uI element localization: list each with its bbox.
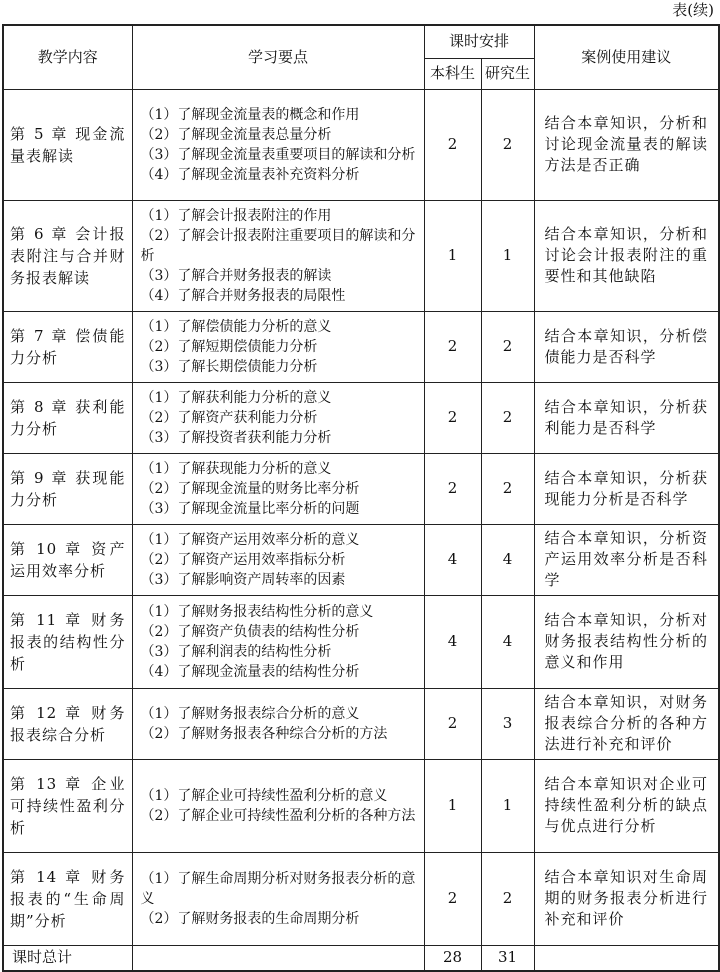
learning-point: （3）了解影响资产周转率的因素 bbox=[140, 571, 346, 588]
graduate-hours: 2 bbox=[481, 311, 534, 382]
learning-point: （1）了解生命周期分析对财务报表分析的意义 bbox=[140, 870, 416, 907]
learning-points bbox=[132, 453, 424, 524]
case-suggestion: 结合本章知识，分析偿债能力是否科学 bbox=[534, 311, 719, 382]
chapter-title: 第 11 章 财务报表的结构性分析 bbox=[3, 595, 132, 688]
chapter-title: 第 6 章 会计报表附注与合并财务报表解读 bbox=[3, 200, 132, 311]
chapter-title: 第 13 章 企业可持续性盈利分析 bbox=[3, 759, 132, 852]
table-row bbox=[3, 688, 719, 759]
total-undergrad: 28 bbox=[424, 945, 481, 971]
case-suggestion: 结合本章知识，分析和讨论会计报表附注的重要性和其他缺陷 bbox=[534, 200, 719, 311]
learning-point: （1）了解财务报表结构性分析的意义 bbox=[140, 603, 374, 620]
learning-point: （1）了解企业可持续性盈利分析的意义 bbox=[140, 787, 388, 804]
case-suggestion: 结合本章知识，对财务报表综合分析的各种方法进行补充和评价 bbox=[534, 688, 719, 759]
chapter-title: 第 7 章 偿债能力分析 bbox=[3, 311, 132, 382]
learning-point: （2）了解资产负债表的结构性分析 bbox=[140, 623, 360, 640]
table-row bbox=[3, 200, 719, 311]
learning-points bbox=[132, 89, 424, 200]
undergrad-hours: 2 bbox=[424, 453, 481, 524]
learning-point: （2）了解短期偿债能力分析 bbox=[140, 338, 318, 355]
chapter-title: 第 12 章 财务报表综合分析 bbox=[3, 688, 132, 759]
table-row bbox=[3, 524, 719, 595]
learning-point: （1）了解偿债能力分析的意义 bbox=[140, 318, 332, 335]
learning-point: （2）了解会计报表附注重要项目的解读和分析 bbox=[140, 227, 416, 264]
header-undergrad: 本科生 bbox=[424, 58, 481, 89]
learning-point: （3）了解长期偿债能力分析 bbox=[140, 358, 318, 375]
table-row bbox=[3, 311, 719, 382]
learning-point: （4）了解合并财务报表的局限性 bbox=[140, 287, 346, 304]
total-empty-suggestion bbox=[534, 945, 719, 971]
total-graduate: 31 bbox=[481, 945, 534, 971]
learning-point: （4）了解现金流量表补充资料分析 bbox=[140, 166, 360, 183]
learning-points bbox=[132, 200, 424, 311]
undergrad-hours: 2 bbox=[424, 382, 481, 453]
case-suggestion: 结合本章知识，分析资产运用效率分析是否科学 bbox=[534, 524, 719, 595]
undergrad-hours: 2 bbox=[424, 688, 481, 759]
learning-point: （2）了解现金流量表总量分析 bbox=[140, 126, 332, 143]
learning-point: （1）了解获利能力分析的意义 bbox=[140, 389, 332, 406]
course-schedule-table bbox=[2, 24, 720, 972]
table-caption: 表(续) bbox=[672, 1, 714, 19]
learning-point: （1）了解资产运用效率分析的意义 bbox=[140, 531, 360, 548]
learning-point: （1）了解现金流量表的概念和作用 bbox=[140, 106, 360, 123]
graduate-hours: 2 bbox=[481, 852, 534, 945]
graduate-hours: 2 bbox=[481, 382, 534, 453]
chapter-title: 第 8 章 获利能力分析 bbox=[3, 382, 132, 453]
header-graduate: 研究生 bbox=[481, 58, 534, 89]
header-hours: 课时安排 bbox=[424, 25, 534, 58]
case-suggestion: 结合本章知识，分析获现能力分析是否科学 bbox=[534, 453, 719, 524]
learning-point: （1）了解获现能力分析的意义 bbox=[140, 460, 332, 477]
learning-points bbox=[132, 852, 424, 945]
header-topic: 教学内容 bbox=[3, 25, 132, 89]
learning-point: （2）了解财务报表各种综合分析的方法 bbox=[140, 725, 388, 742]
total-empty bbox=[132, 945, 424, 971]
case-suggestion: 结合本章知识，分析和讨论现金流量表的解读方法是否正确 bbox=[534, 89, 719, 200]
learning-points bbox=[132, 382, 424, 453]
learning-point: （3）了解利润表的结构性分析 bbox=[140, 643, 332, 660]
undergrad-hours: 1 bbox=[424, 200, 481, 311]
case-suggestion: 结合本章知识对企业可持续性盈利分析的缺点与优点进行分析 bbox=[534, 759, 719, 852]
undergrad-hours: 1 bbox=[424, 759, 481, 852]
chapter-title: 第 5 章 现金流量表解读 bbox=[3, 89, 132, 200]
undergrad-hours: 4 bbox=[424, 524, 481, 595]
table-row bbox=[3, 89, 719, 200]
graduate-hours: 2 bbox=[481, 89, 534, 200]
learning-points bbox=[132, 759, 424, 852]
case-suggestion: 结合本章知识对生命周期的财务报表分析进行补充和评价 bbox=[534, 852, 719, 945]
learning-point: （2）了解现金流量的财务比率分析 bbox=[140, 480, 360, 497]
learning-points bbox=[132, 311, 424, 382]
learning-point: （1）了解会计报表附注的作用 bbox=[140, 207, 332, 224]
learning-point: （2）了解资产获利能力分析 bbox=[140, 409, 318, 426]
chapter-title: 第 14 章 财务报表的“生命周期”分析 bbox=[3, 852, 132, 945]
learning-point: （3）了解现金流量比率分析的问题 bbox=[140, 500, 360, 517]
learning-point: （3）了解合并财务报表的解读 bbox=[140, 267, 332, 284]
chapter-title: 第 10 章 资产运用效率分析 bbox=[3, 524, 132, 595]
graduate-hours: 1 bbox=[481, 759, 534, 852]
graduate-hours: 1 bbox=[481, 200, 534, 311]
learning-point: （3）了解现金流量表重要项目的解读和分析 bbox=[140, 146, 416, 163]
undergrad-hours: 2 bbox=[424, 852, 481, 945]
learning-point: （3）了解投资者获利能力分析 bbox=[140, 429, 332, 446]
graduate-hours: 4 bbox=[481, 524, 534, 595]
table-row bbox=[3, 852, 719, 945]
table-row bbox=[3, 759, 719, 852]
table-row bbox=[3, 595, 719, 688]
undergrad-hours: 4 bbox=[424, 595, 481, 688]
chapter-title: 第 9 章 获现能力分析 bbox=[3, 453, 132, 524]
header-points: 学习要点 bbox=[132, 25, 424, 89]
undergrad-hours: 2 bbox=[424, 311, 481, 382]
header-suggestion: 案例使用建议 bbox=[534, 25, 719, 89]
learning-points bbox=[132, 595, 424, 688]
case-suggestion: 结合本章知识，分析获利能力是否科学 bbox=[534, 382, 719, 453]
learning-points bbox=[132, 524, 424, 595]
learning-point: （2）了解资产运用效率指标分析 bbox=[140, 551, 346, 568]
table-row bbox=[3, 382, 719, 453]
graduate-hours: 3 bbox=[481, 688, 534, 759]
learning-points bbox=[132, 688, 424, 759]
learning-point: （2）了解财务报表的生命周期分析 bbox=[140, 910, 360, 927]
undergrad-hours: 2 bbox=[424, 89, 481, 200]
case-suggestion: 结合本章知识，分析对财务报表结构性分析的意义和作用 bbox=[534, 595, 719, 688]
graduate-hours: 4 bbox=[481, 595, 534, 688]
total-label: 课时总计 bbox=[3, 945, 132, 971]
table-row bbox=[3, 453, 719, 524]
graduate-hours: 2 bbox=[481, 453, 534, 524]
learning-point: （4）了解现金流量表的结构性分析 bbox=[140, 663, 360, 680]
learning-point: （1）了解财务报表综合分析的意义 bbox=[140, 705, 360, 722]
learning-point: （2）了解企业可持续性盈利分析的各种方法 bbox=[140, 807, 416, 824]
